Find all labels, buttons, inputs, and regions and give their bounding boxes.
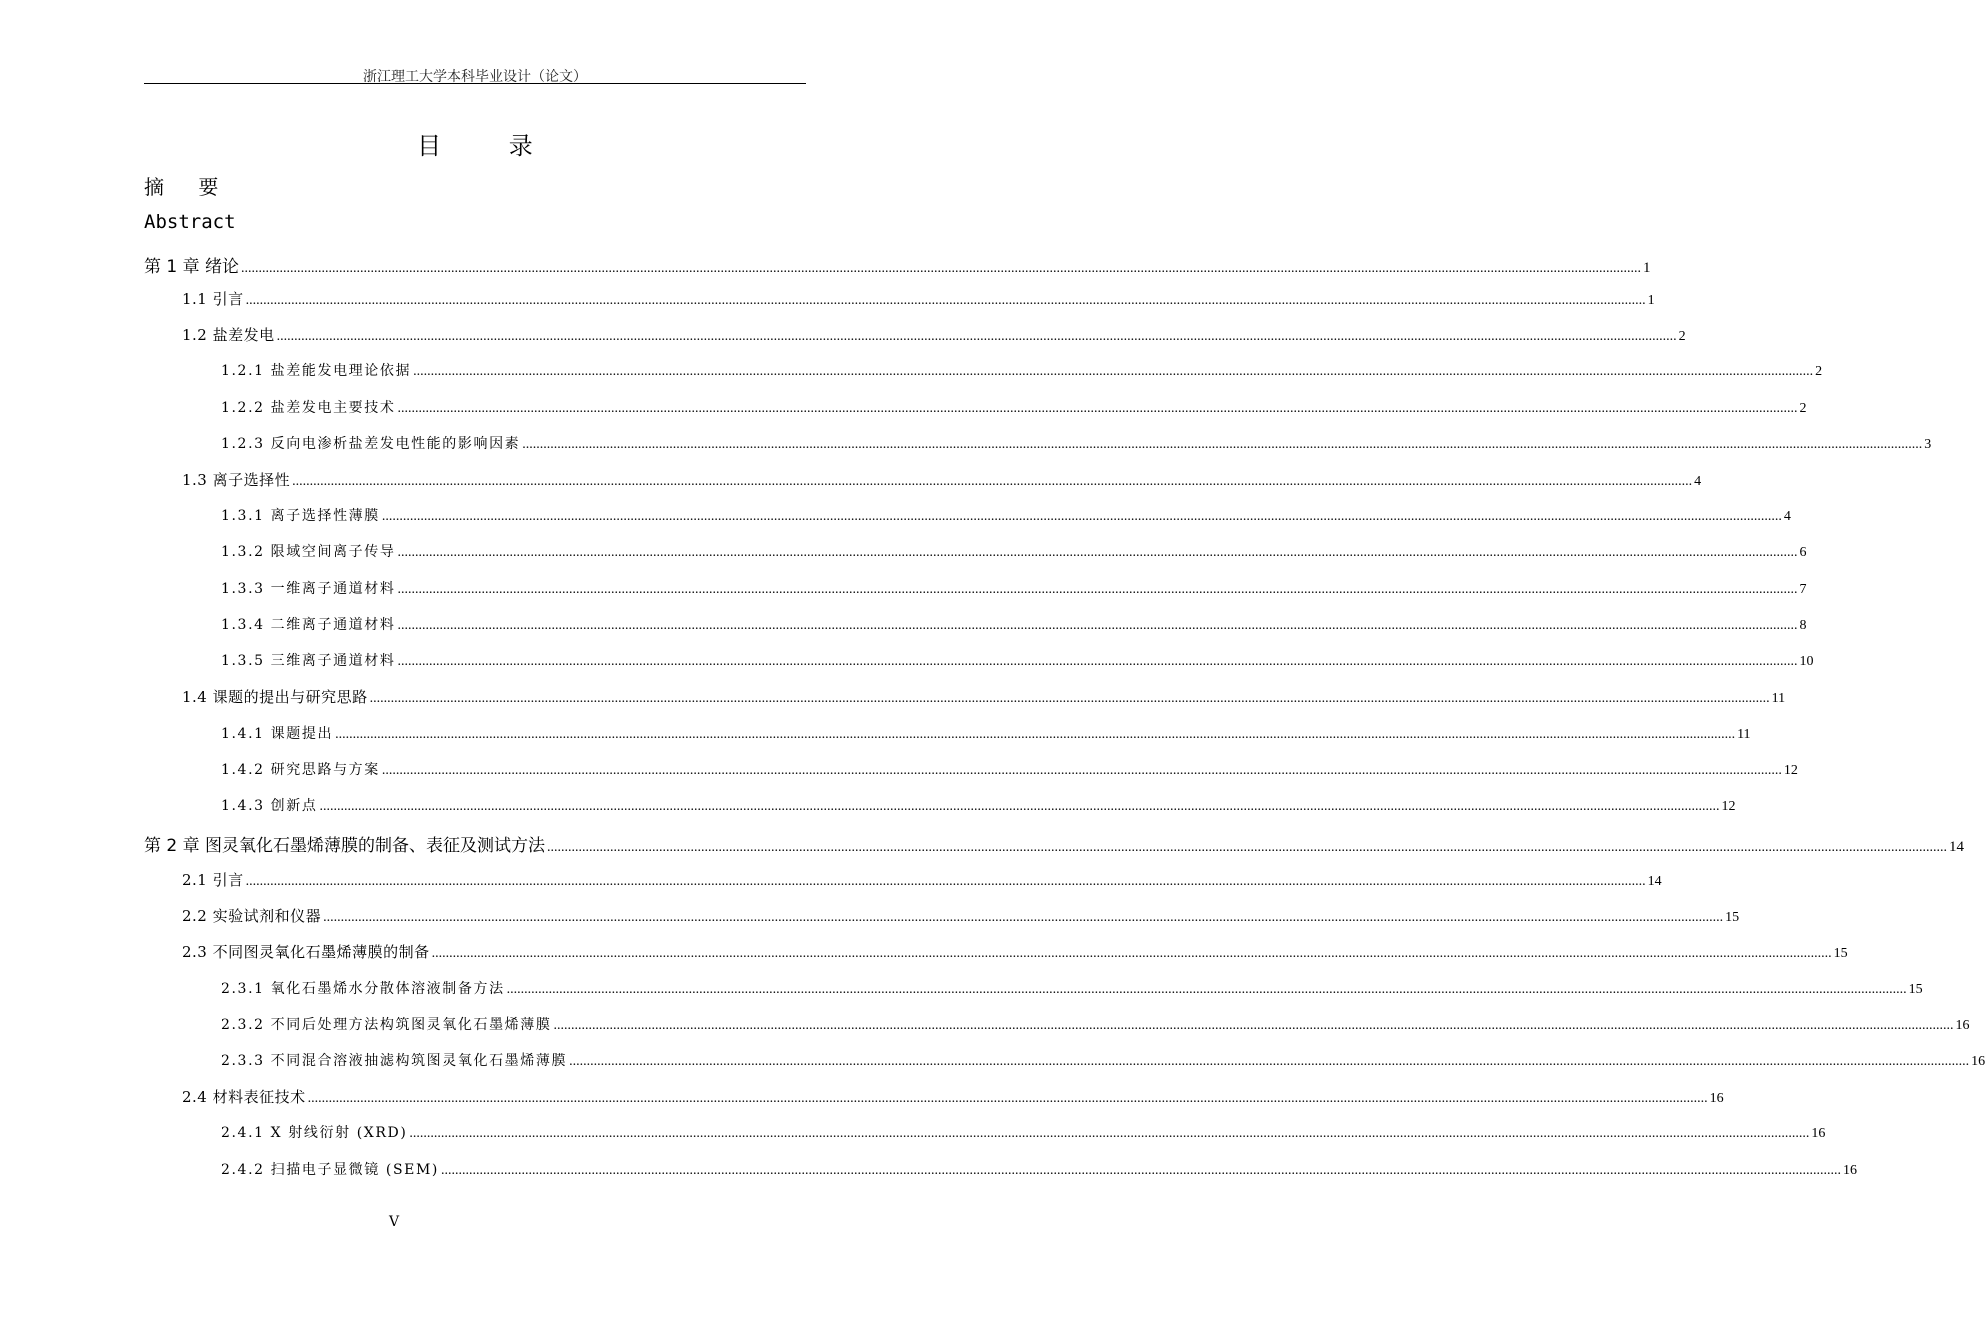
toc-entry[interactable] xyxy=(221,360,1823,380)
toc-entry[interactable] xyxy=(221,759,1798,779)
toc-entry-label: 1.3.4 二维离子通道材料 xyxy=(221,617,396,633)
toc-entry-label: 第 1 章 绪论 xyxy=(144,257,240,277)
toc-dot-leader: ................................................................................................................................................................................................................................................................................................................................................................................................................ xyxy=(369,691,1770,706)
toc-entry-label: 1.3.1 离子选择性薄膜 xyxy=(221,508,380,524)
toc-entry-label: 2.3.3 不同混合溶液抽滤构筑图灵氧化石墨烯薄膜 xyxy=(221,1053,568,1069)
toc-dot-leader: ................................................................................................................................................................................................................................................................................................................................................................................................................ xyxy=(506,982,1907,997)
toc-entry-page: 10 xyxy=(1799,654,1814,669)
toc-entry-page: 6 xyxy=(1799,545,1807,560)
toc-dot-leader: ................................................................................................................................................................................................................................................................................................................................................................................................................ xyxy=(522,437,1923,452)
toc-entry-page: 15 xyxy=(1908,982,1923,997)
toc-dot-leader: ................................................................................................................................................................................................................................................................................................................................................................................................................ xyxy=(276,329,1677,344)
toc-entry-page: 16 xyxy=(1709,1091,1724,1106)
toc-entry[interactable] xyxy=(182,324,1686,345)
toc-entry[interactable] xyxy=(182,941,1848,962)
toc-entry-label: 2.3 不同图灵氧化石墨烯薄膜的制备 xyxy=(182,943,430,961)
toc-entry[interactable] xyxy=(221,978,1923,998)
toc-entry[interactable] xyxy=(221,650,1814,670)
footer-page-number: V xyxy=(388,1214,400,1230)
toc-entry-label: 2.4.2 扫描电子显微镜 (SEM) xyxy=(221,1162,439,1178)
toc-entry-page: 8 xyxy=(1799,618,1807,633)
toc-dot-leader: ................................................................................................................................................................................................................................................................................................................................................................................................................ xyxy=(292,474,1693,489)
toc-dot-leader: ................................................................................................................................................................................................................................................................................................................................................................................................................ xyxy=(381,509,1782,524)
toc-dot-leader: ................................................................................................................................................................................................................................................................................................................................................................................................................ xyxy=(569,1054,1970,1069)
abstract-cn-heading[interactable]: 摘 要 xyxy=(144,175,233,199)
toc-entry[interactable] xyxy=(221,433,1932,453)
toc-entry-page: 2 xyxy=(1815,364,1823,379)
abstract-en-heading[interactable]: Abstract xyxy=(144,211,236,233)
toc-dot-leader: ................................................................................................................................................................................................................................................................................................................................................................................................................ xyxy=(397,618,1798,633)
toc-entry-label: 1.3.3 一维离子通道材料 xyxy=(221,581,396,597)
toc-entry-page: 14 xyxy=(1647,874,1662,889)
toc-entry-page: 16 xyxy=(1843,1163,1857,1178)
toc-entry-page: 4 xyxy=(1694,474,1702,489)
toc-entry-page: 1 xyxy=(1647,293,1655,308)
toc-entry-page: 2 xyxy=(1678,329,1686,344)
toc-dot-leader: ................................................................................................................................................................................................................................................................................................................................................................................................................ xyxy=(245,293,1646,308)
toc-entry-label: 1.2.2 盐差发电主要技术 xyxy=(221,400,396,416)
toc-dot-leader: ................................................................................................................................................................................................................................................................................................................................................................................................................ xyxy=(397,582,1798,597)
toc-entry[interactable] xyxy=(221,1159,1857,1179)
toc-entry-label: 2.4 材料表征技术 xyxy=(182,1088,306,1106)
toc-dot-leader: ................................................................................................................................................................................................................................................................................................................................................................................................................ xyxy=(547,840,1948,855)
toc-entry-label: 1.1 引言 xyxy=(182,290,244,308)
toc-entry-label: 1.3 离子选择性 xyxy=(182,471,291,489)
toc-entry-page: 16 xyxy=(1811,1126,1826,1141)
toc-entry-page: 7 xyxy=(1799,582,1807,597)
toc-dot-leader: ................................................................................................................................................................................................................................................................................................................................................................................................................ xyxy=(409,1126,1810,1141)
toc-entry-label: 1.3.5 三维离子通道材料 xyxy=(221,653,396,669)
toc-dot-leader: ................................................................................................................................................................................................................................................................................................................................................................................................................ xyxy=(397,654,1798,669)
toc-entry[interactable] xyxy=(221,723,1751,743)
toc-dot-leader: ................................................................................................................................................................................................................................................................................................................................................................................................................ xyxy=(245,874,1646,889)
toc-entry-label: 1.2 盐差发电 xyxy=(182,326,275,344)
toc-entry-page: 2 xyxy=(1799,401,1807,416)
toc-entry[interactable] xyxy=(182,1086,1724,1107)
toc-entry[interactable] xyxy=(221,578,1807,598)
toc-entry-page: 16 xyxy=(1971,1054,1985,1069)
toc-dot-leader: ................................................................................................................................................................................................................................................................................................................................................................................................................ xyxy=(381,763,1782,778)
toc-entry-label: 1.4.1 课题提出 xyxy=(221,726,334,742)
toc-entry-label: 第 2 章 图灵氧化石墨烯薄膜的制备、表征及测试方法 xyxy=(144,836,546,856)
toc-entry-page: 16 xyxy=(1955,1018,1970,1033)
toc-entry-page: 11 xyxy=(1771,691,1786,706)
toc-entry-page: 1 xyxy=(1643,260,1651,276)
running-header: 浙江理工大学本科毕业设计（论文） xyxy=(363,69,587,85)
toc-entry-label: 2.4.1 X 射线衍射 (XRD) xyxy=(221,1125,408,1141)
toc-entry-label: 1.4.2 研究思路与方案 xyxy=(221,762,380,778)
toc-entry[interactable] xyxy=(182,288,1655,309)
toc-entry-label: 2.2 实验试剂和仪器 xyxy=(182,907,322,925)
toc-dot-leader: ................................................................................................................................................................................................................................................................................................................................................................................................................ xyxy=(241,261,1642,276)
toc-entry[interactable] xyxy=(221,505,1791,525)
toc-entry-label: 1.3.2 限域空间离子传导 xyxy=(221,544,396,560)
toc-entry-label: 2.1 引言 xyxy=(182,871,244,889)
toc-entry-page: 3 xyxy=(1924,437,1932,452)
toc-dot-leader: ................................................................................................................................................................................................................................................................................................................................................................................................................ xyxy=(323,910,1724,925)
toc-dot-leader: ................................................................................................................................................................................................................................................................................................................................................................................................................ xyxy=(335,727,1736,742)
toc-dot-leader: ................................................................................................................................................................................................................................................................................................................................................................................................................ xyxy=(413,364,1814,379)
toc-dot-leader: ................................................................................................................................................................................................................................................................................................................................................................................................................ xyxy=(397,401,1798,416)
toc-dot-leader: ................................................................................................................................................................................................................................................................................................................................................................................................................ xyxy=(553,1018,1954,1033)
toc-entry[interactable] xyxy=(221,1050,1985,1070)
toc-entry[interactable] xyxy=(221,397,1807,417)
toc-entry[interactable] xyxy=(144,252,1651,277)
toc-entry-label: 1.2.3 反向电渗析盐差发电性能的影响因素 xyxy=(221,436,521,452)
toc-entry[interactable] xyxy=(221,795,1736,815)
toc-dot-leader: ................................................................................................................................................................................................................................................................................................................................................................................................................ xyxy=(441,1163,1841,1178)
toc-entry[interactable] xyxy=(221,1122,1826,1142)
toc-entry-page: 14 xyxy=(1949,839,1965,855)
toc-entry-label: 1.4 课题的提出与研究思路 xyxy=(182,688,368,706)
toc-entry-label: 2.3.2 不同后处理方法构筑图灵氧化石墨烯薄膜 xyxy=(221,1017,552,1033)
toc-entry-page: 12 xyxy=(1721,799,1736,814)
toc-entry-page: 11 xyxy=(1737,727,1751,742)
toc-entry-page: 4 xyxy=(1783,509,1791,524)
toc-entry[interactable] xyxy=(182,686,1786,707)
toc-entry[interactable] xyxy=(182,469,1702,490)
toc-dot-leader: ................................................................................................................................................................................................................................................................................................................................................................................................................ xyxy=(307,1091,1708,1106)
toc-entry-page: 15 xyxy=(1833,946,1848,961)
toc-entry[interactable] xyxy=(221,541,1807,561)
toc-entry[interactable] xyxy=(221,614,1807,634)
header-rule xyxy=(144,83,806,84)
toc-entry-page: 12 xyxy=(1783,763,1798,778)
toc-entry[interactable] xyxy=(144,831,1965,856)
toc-dot-leader: ................................................................................................................................................................................................................................................................................................................................................................................................................ xyxy=(319,799,1720,814)
toc-title: 目 录 xyxy=(417,132,563,160)
toc-entry-label: 1.4.3 创新点 xyxy=(221,798,318,814)
toc-entry[interactable] xyxy=(221,1014,1970,1034)
toc-entry[interactable] xyxy=(182,869,1662,890)
toc-entry-page: 15 xyxy=(1725,910,1740,925)
toc-entry[interactable] xyxy=(182,905,1740,926)
toc-entry-label: 1.2.1 盐差能发电理论依据 xyxy=(221,363,412,379)
toc-entry-label: 2.3.1 氧化石墨烯水分散体溶液制备方法 xyxy=(221,981,505,997)
toc-dot-leader: ................................................................................................................................................................................................................................................................................................................................................................................................................ xyxy=(431,946,1832,961)
toc-dot-leader: ................................................................................................................................................................................................................................................................................................................................................................................................................ xyxy=(397,545,1798,560)
